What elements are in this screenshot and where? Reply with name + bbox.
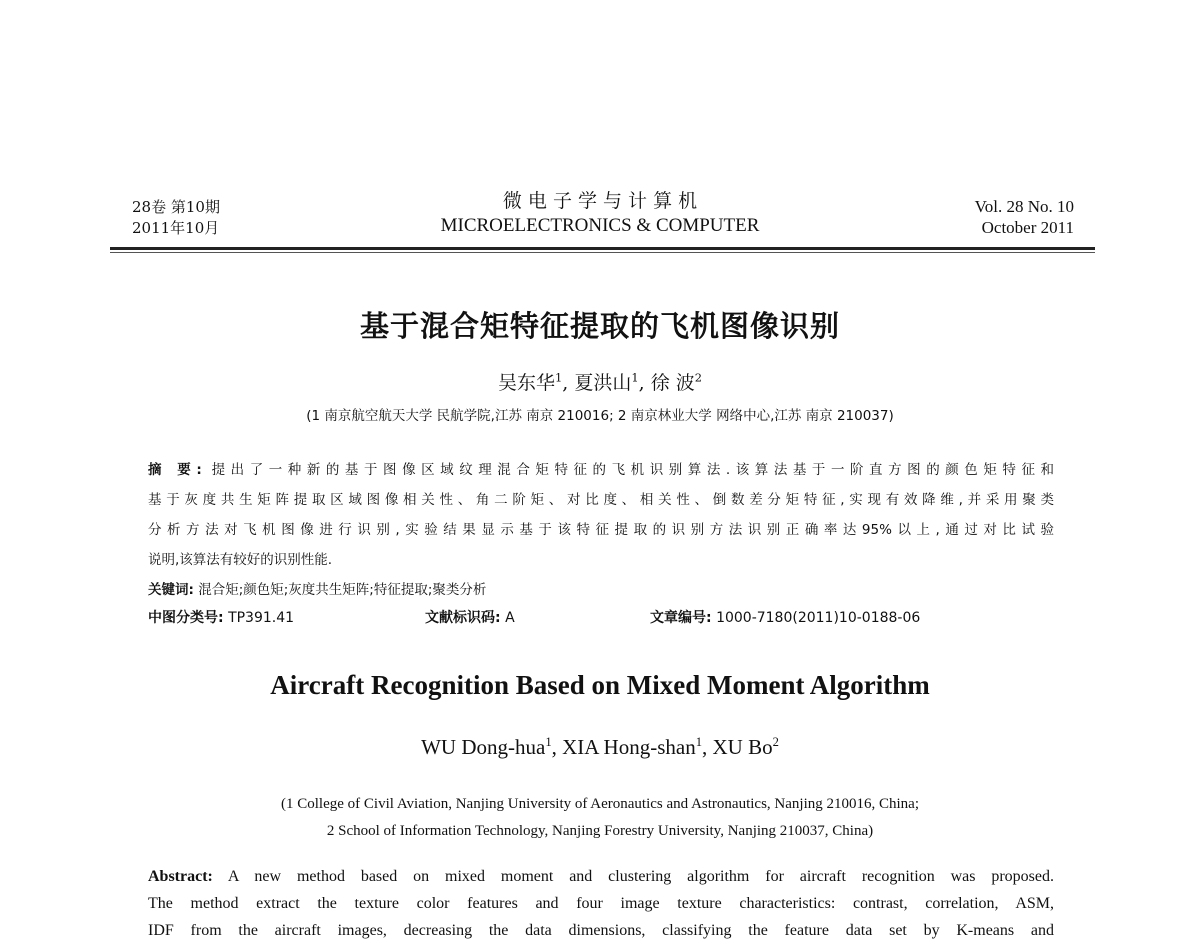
authors-en: WU Dong-hua$^1$, XIA Hong-shan$^1$, XU Bo$^2$ (421, 735, 779, 759)
abstract-zh-line: 摘 要: 提出了一种新的基于图像区域纹理混合矩特征的飞机识别算法.该算法基于一阶直方图的颜色矩特征和 (148, 462, 1054, 478)
journal-name-en: MICROELECTRONICS & COMPUTER (440, 215, 760, 236)
title-zh: 基于混合矩特征提取的飞机图像识别 (359, 309, 840, 343)
clc-number: 中图分类号: TP391.41 (148, 610, 295, 626)
volume-issue-en: Vol. 28 No. 10 (974, 197, 1074, 216)
date-en: October 2011 (981, 218, 1074, 237)
authors-zh: 吴东华$^1$, 夏洪山$^1$, 徐 波$^2$ (497, 370, 702, 394)
header-rule-thin (110, 252, 1095, 253)
article-number: 文章编号: 1000-7180(2011)10-0188-06 (650, 610, 921, 626)
keywords-zh: 关键词: 混合矩;颜色矩;灰度共生矩阵;特征提取;聚类分析 (148, 582, 487, 598)
date-zh: 2011年10月 (132, 219, 220, 237)
affiliation-en: 2 School of Information Technology, Nanjing Forestry University, Nanjing 210037, China) (326, 823, 874, 839)
abstract-en-line: IDF from the aircraft images, decreasing the data dimensions, classifying the feature data set by K-means and (148, 922, 1054, 939)
abstract-zh-line: 说明,该算法有较好的识别性能. (148, 552, 333, 568)
volume-issue-zh: 28卷 第10期 (132, 198, 220, 216)
affiliation-en: (1 College of Civil Aviation, Nanjing University of Aeronautics and Astronautics, Nanjing 210016, China; (281, 796, 919, 812)
abstract-en-line: The method extract the texture color features and four image texture characteristics: contrast, correlation, ASM, (148, 895, 1054, 912)
journal-name-zh: 微 电 子 学 与 计 算 机 (502, 190, 698, 212)
title-en: Aircraft Recognition Based on Mixed Moment Algorithm (270, 670, 930, 700)
header-rule (110, 247, 1095, 250)
abstract-zh-line: 分析方法对飞机图像进行识别,实验结果显示基于该特征提取的识别方法识别正确率达95%以上,通过对比试验 (148, 522, 1054, 538)
abstract-en-line: Abstract: A new method based on mixed moment and clustering algorithm for aircraft recognition was proposed. (148, 868, 1054, 885)
document-code: 文献标识码: A (425, 610, 515, 626)
affiliation-zh: (1 南京航空航天大学 民航学院,江苏 南京 210016; 2 南京林业大学 网络中心,江苏 南京 210037) (306, 408, 894, 424)
abstract-zh-line: 基于灰度共生矩阵提取区域图像相关性、角二阶矩、对比度、相关性、倒数差分矩特征,实现有效降维,并采用聚类 (148, 492, 1054, 508)
